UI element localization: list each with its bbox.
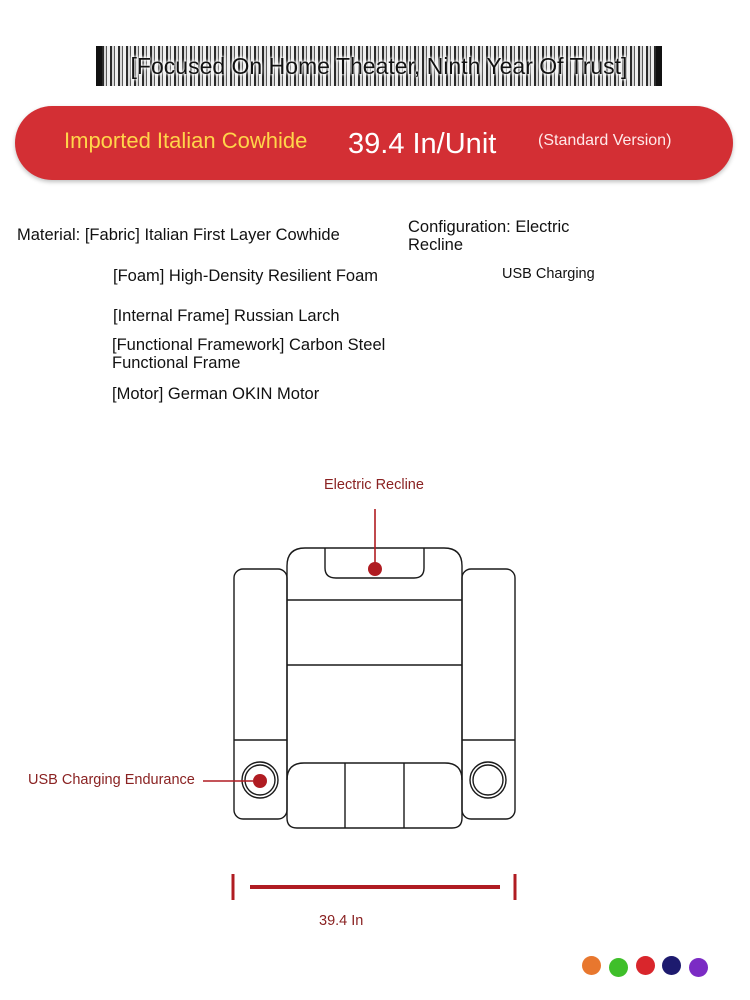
spec-internal-frame: [Internal Frame] Russian Larch: [113, 307, 340, 325]
spec-foam: [Foam] High-Density Resilient Foam: [113, 267, 378, 285]
color-swatch[interactable]: [609, 958, 628, 977]
spec-usb: USB Charging: [502, 266, 595, 282]
color-swatch[interactable]: [582, 956, 601, 975]
spec-configuration: Configuration: Electric Recline: [408, 218, 570, 254]
dimension-label: 39.4 In: [319, 913, 364, 929]
spec-material: Material: [Fabric] Italian First Layer Cowhide: [17, 226, 340, 244]
color-swatch[interactable]: [662, 956, 681, 975]
color-swatch[interactable]: [636, 956, 655, 975]
callout-usb-charging: USB Charging Endurance: [28, 772, 195, 788]
banner-version: (Standard Version): [538, 132, 672, 149]
spec-motor: [Motor] German OKIN Motor: [112, 385, 320, 403]
color-swatch[interactable]: [689, 958, 708, 977]
callout-electric-recline: Electric Recline: [324, 477, 424, 493]
recline-marker-dot: [368, 562, 382, 576]
right-cupholder: [470, 762, 506, 798]
banner-price: 39.4 In/Unit: [348, 128, 497, 160]
header-title: [Focused On Home Theater, Ninth Year Of Trust]: [96, 46, 662, 86]
seat-body: [287, 600, 462, 828]
spec-functional-frame: [Functional Framework] Carbon Steel Functional Frame: [112, 336, 386, 372]
usb-marker-dot: [253, 774, 267, 788]
banner-material: Imported Italian Cowhide: [64, 128, 308, 153]
footrest: [287, 763, 462, 780]
